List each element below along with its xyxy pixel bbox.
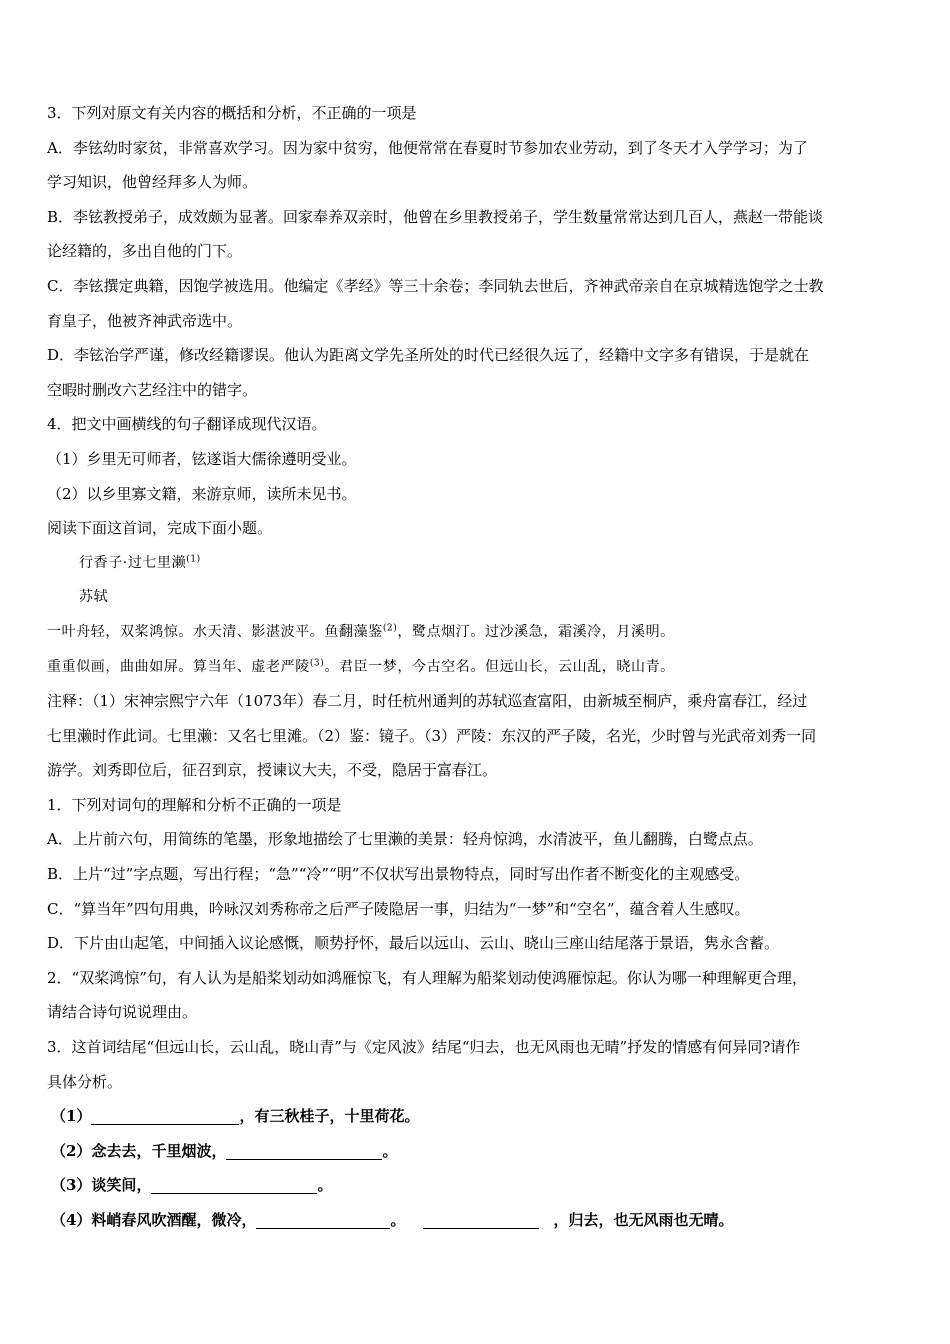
fill-blank-1: （1） ，有三秋桂子，十里荷花。 <box>47 1099 909 1134</box>
answer-blank-2[interactable] <box>226 1139 382 1160</box>
answer-blank-1[interactable] <box>91 1104 239 1125</box>
poem-note-mark-3: (3) <box>309 657 325 668</box>
p3-line1: 3．这首词结尾“但远山长，云山乱，晓山青”与《定风波》结尾“归去，也无风雨也无晴”抒发的情感有何异同?请作 <box>47 1038 801 1057</box>
q3-stem: 3．下列对原文有关内容的概括和分析，不正确的一项是 <box>47 104 417 122</box>
p1-option-b: B．上片“过”字点题，写出行程；“急”“冷”“明”不仅状写出景物特点，同时写出作者不断变化的主观感受。 <box>47 865 750 884</box>
answer-blank-3[interactable] <box>151 1173 317 1194</box>
p1-option-a: A．上片前六句，用简练的笔墨，形象地描绘了七里濑的美景：轻舟惊鸿，水清波平，鱼儿翻腾，白鹭点点。 <box>47 830 763 849</box>
q3-option-a-line1: A．李铉幼时家贫，非常喜欢学习。因为家中贫穷，他便常常在春夏时节参加农业劳动，到了冬天才入学学习；为了 <box>47 138 808 157</box>
q3-option-d-line1: D．李铉治学严谨，修改经籍谬误。他认为距离文学先圣所处的时代已经很久远了，经籍中文字多有错误，于是就在 <box>47 346 810 365</box>
poem-title-note-mark: (1) <box>186 554 201 565</box>
poem-note-mark-2: (2) <box>382 623 398 634</box>
answer-blank-4b[interactable] <box>423 1208 539 1229</box>
fill-blank-4: （4）料峭春风吹酒醒，微冷， 。 ，归去，也无风雨也无晴。 <box>47 1203 909 1238</box>
fill-blank-3: （3）谈笑间， 。 <box>47 1168 909 1203</box>
q4-sentence-2: （2）以乡里寡文籍，来游京师，读所未见书。 <box>47 484 357 503</box>
reading-intro: 阅读下面这首词，完成下面小题。 <box>47 519 273 538</box>
notes-line3: 游学。刘秀即位后，征召到京，授谏议大夫，不受，隐居于富春江。 <box>47 761 498 780</box>
p2-line1: 2．“双桨鸿惊”句，有人认为是船桨划动如鸿雁惊飞，有人理解为船桨划动使鸿雁惊起。你认为哪一种理解更合理， <box>47 968 807 987</box>
p1-option-d: D．下片由山起笔，中间插入议论感慨，顺势抒怀，最后以远山、云山、晓山三座山结尾落于景语，隽永含蓄。 <box>47 934 780 953</box>
notes-line2: 七里濑时作此词。七里濑：又名七里滩。（2）鉴：镜子。（3）严陵：东汉的严子陵，名光，少时曾与光武帝刘秀一同 <box>47 726 817 745</box>
document-page <box>47 96 909 1238</box>
p3-line2: 具体分析。 <box>47 1072 123 1091</box>
p2-line2: 请结合诗句说说理由。 <box>47 1003 198 1022</box>
fill-blank-2: （2）念去去，千里烟波， 。 <box>47 1134 909 1169</box>
q3-option-c-line1: C．李铉撰定典籍，因饱学被选用。他编定《孝经》等三十余卷；李同轨去世后，齐神武帝亲自在京城精选饱学之士教 <box>47 276 824 295</box>
q4-sentence-1: （1）乡里无可师者，铉遂诣大儒徐遵明受业。 <box>47 449 357 468</box>
p1-stem: 1．下列对词句的理解和分析不正确的一项是 <box>47 795 342 814</box>
q4-stem: 4．把文中画横线的句子翻译成现代汉语。 <box>47 415 327 434</box>
q3-option-c-line2: 育皇子，他被齐神武帝选中。 <box>47 311 243 330</box>
poem-author: 苏轼 <box>79 589 109 606</box>
q3-option-d-line2: 空暇时删改六艺经注中的错字。 <box>47 380 258 399</box>
poem-stanza-2: 重重似画，曲曲如屏。算当年、虚老严陵$^{(3)}$。君臣一梦，今古空名。但远山长，云山乱，晓山青。 <box>47 657 675 675</box>
answer-blank-4a[interactable] <box>256 1208 390 1229</box>
q3-option-b-line2: 论经籍的，多出自他的门下。 <box>47 242 243 261</box>
q3-option-b-line1: B．李铉教授弟子，成效颇为显著。回家奉养双亲时，他曾在乡里教授弟子，学生数量常常达到几百人，燕赵一带能谈 <box>47 207 824 226</box>
notes-line1: 注释：（1）宋神宗熙宁六年（1073年）春二月，时任杭州通判的苏轼巡查富阳，由新城至桐庐，乘舟富春江，经过 <box>47 692 808 711</box>
p1-option-c: C．“算当年”四句用典，吟咏汉刘秀称帝之后严子陵隐居一事，归结为“一梦”和“空名”，蕴含着人生感叹。 <box>47 899 750 918</box>
poem-stanza-1: 一叶舟轻，双桨鸿惊。水天清、影湛波平。鱼翻藻鉴$^{(2)}$，鹭点烟汀。过沙溪急，霜溪冷，月溪明。 <box>47 623 675 640</box>
q3-option-a-line2: 学习知识，他曾经拜多人为师。 <box>47 173 258 192</box>
poem-title: 行香子·过七里濑$^{(1)}$ <box>79 554 201 571</box>
